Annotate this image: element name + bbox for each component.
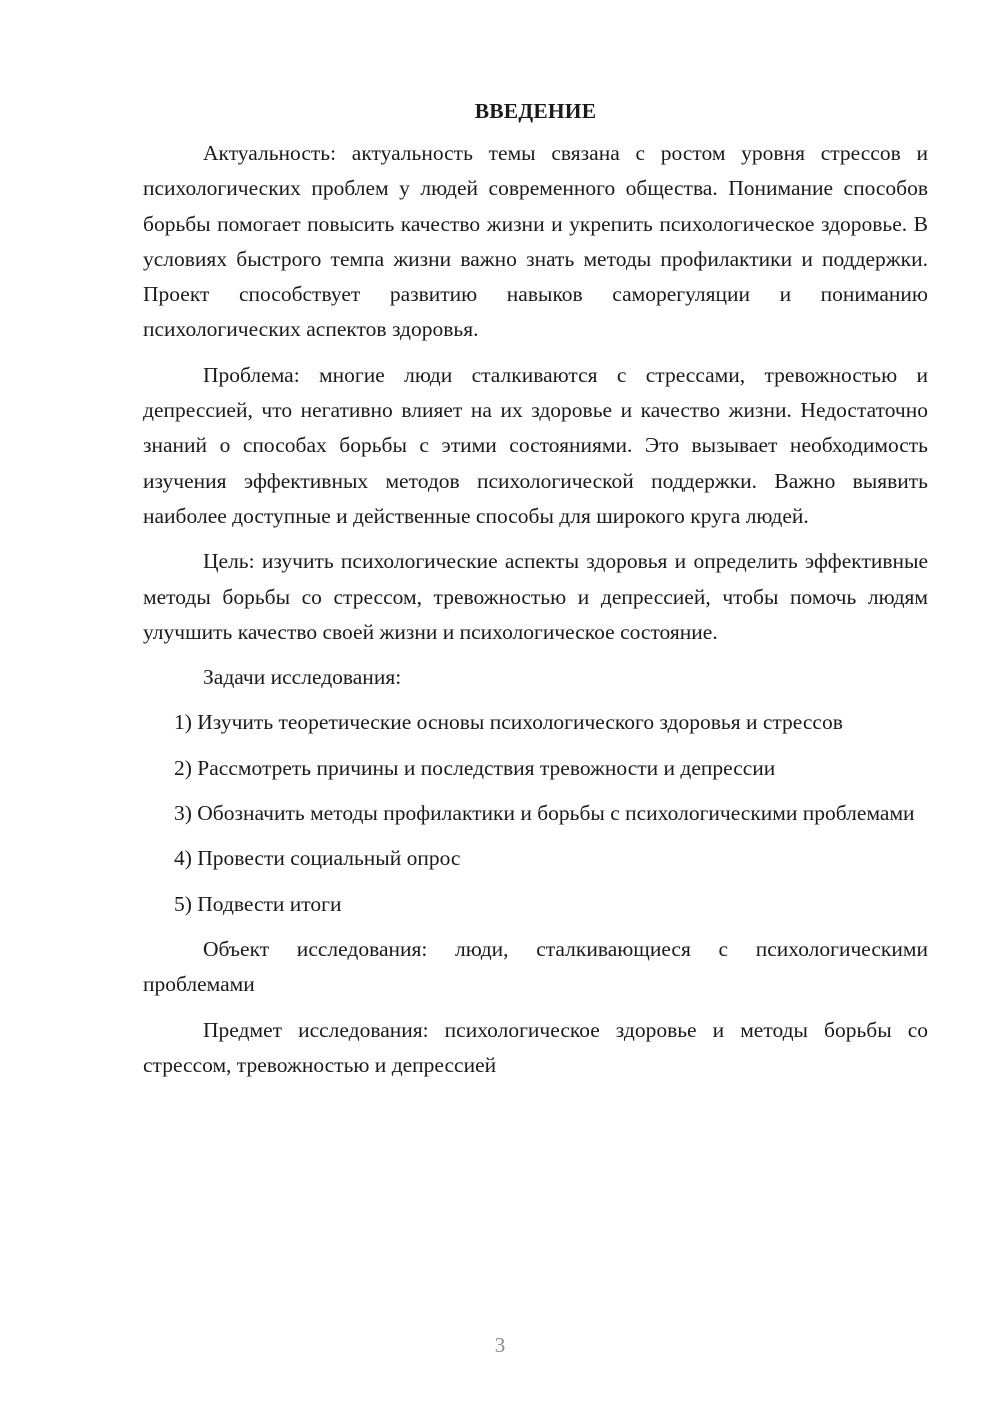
paragraph-object: Объект исследования: люди, сталкивающиеся с психологическими проблемами	[143, 936, 928, 997]
paragraph-subject: Предмет исследования: психологическое здоровье и методы борьбы со стрессом, тревожностью и депрессией	[143, 1017, 928, 1077]
task-item-2: 2) Рассмотреть причины и последствия тревожности и депрессии	[174, 755, 776, 780]
paragraph-problem: Проблема: многие люди сталкиваются с стрессами, тревожностью и депрессией, что негативно влияет на их здоровье и качество жизни. Недостаточно знаний о способах борьбы с этими состояниями. Это вызывает необходимость изучения эффективных методов психологической поддержки. Важно выявить наиболее доступные и действенные способы для широкого круга людей.	[143, 362, 928, 528]
document-body	[143, 96, 928, 1093]
task-item-5: 5) Подвести итоги	[174, 891, 342, 916]
task-item-4: 4) Провести социальный опрос	[174, 846, 461, 871]
paragraph-relevance: Актуальность: актуальность темы связана с ростом уровня стрессов и психологических проблем у людей современного общества. Понимание способов борьбы помогает повысить качество жизни и укрепить психологическое здоровье. В условиях быстрого темпа жизни важно знать методы профилактики и поддержки. Проект способствует развитию навыков саморегуляции и пониманию психологических аспектов здоровья.	[143, 141, 928, 342]
page-number: 3	[494, 1333, 506, 1357]
task-item-1: 1) Изучить теоретические основы психологического здоровья и стрессов	[174, 710, 843, 735]
page-title: ВВЕДЕНИЕ	[474, 99, 597, 123]
paragraph-goal: Цель: изучить психологические аспекты здоровья и определить эффективные методы борьбы со стрессом, тревожностью и депрессией, чтобы помочь людям улучшить качество своей жизни и психологическое состояние.	[143, 549, 928, 644]
tasks-heading: Задачи исследования:	[203, 665, 402, 690]
task-item-3: 3) Обозначить методы профилактики и борьбы с психологическими проблемами	[174, 801, 915, 826]
